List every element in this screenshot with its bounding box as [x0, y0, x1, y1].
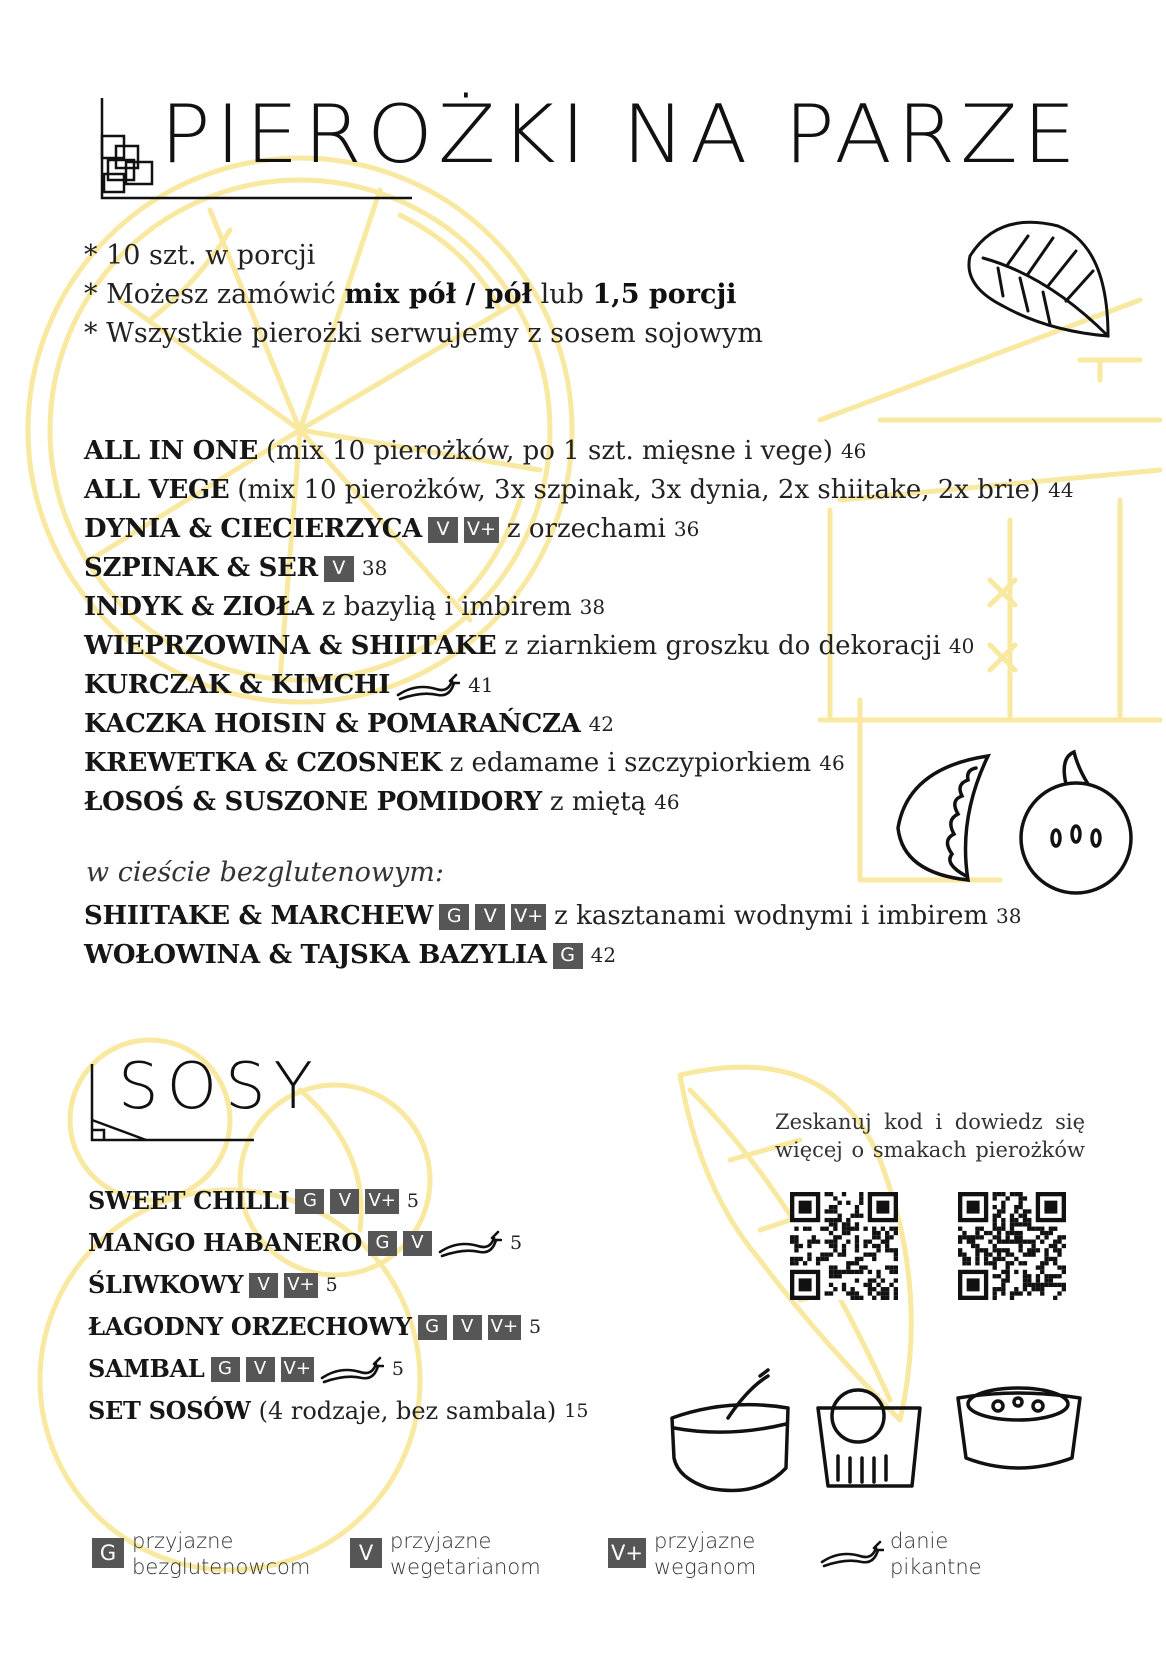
- vegetarian-badge: V: [475, 904, 505, 930]
- menu-item: [88, 1222, 588, 1264]
- qr-code-icon[interactable]: [790, 1192, 898, 1300]
- item-price: 38: [579, 595, 606, 619]
- sauces-title: SOSY: [118, 1050, 321, 1124]
- vegan-badge: V+: [511, 904, 546, 930]
- item-price: 38: [361, 556, 388, 580]
- page-title: PIEROŻKI NA PARZE: [160, 88, 1081, 182]
- legend-label: [390, 1528, 541, 1580]
- menu-item: [88, 1390, 588, 1432]
- item-price: 46: [840, 439, 867, 463]
- item-price: 5: [406, 1190, 419, 1212]
- vegan-badge: V+: [365, 1189, 398, 1214]
- item-name: INDYK & ZIOŁA: [84, 592, 314, 622]
- item-name: ŁAGODNY ORZECHOWY: [88, 1312, 412, 1341]
- menu-item: [88, 1306, 588, 1348]
- item-name: WOŁOWINA & TAJSKA BAZYLIA: [84, 940, 547, 970]
- menu-item: [84, 627, 1074, 666]
- legend-line: bezglutenowcom: [132, 1555, 311, 1579]
- legend-label: [890, 1528, 982, 1580]
- qr-caption: Zeskanuj kod i dowiedz się więcej o smakach pierożków: [775, 1110, 1085, 1162]
- item-name: SWEET CHILLI: [88, 1186, 290, 1215]
- vegetarian-badge: V: [330, 1189, 359, 1214]
- menu-item: [84, 432, 1074, 471]
- vegan-badge: V+: [284, 1273, 317, 1298]
- sauces-list: [88, 1180, 588, 1432]
- item-price: 40: [948, 634, 975, 658]
- legend-line: danie: [890, 1529, 949, 1553]
- item-description: z ziarnkiem groszku do dekoracji: [504, 631, 941, 661]
- menu-item: [84, 936, 1021, 975]
- menu-item: [88, 1264, 588, 1306]
- legend-line: weganom: [653, 1555, 757, 1579]
- gluten-free-badge: G: [211, 1357, 240, 1382]
- item-description: (mix 10 pierożków, po 1 szt. mięsne i vege): [266, 436, 833, 466]
- item-price: 46: [819, 751, 845, 775]
- chili-icon: [320, 1354, 384, 1384]
- item-description: z bazylią i imbirem: [321, 592, 572, 622]
- vegetarian-badge: V: [453, 1315, 482, 1340]
- item-price: 42: [590, 943, 617, 967]
- vegan-badge: V+: [608, 1538, 646, 1568]
- item-name: WIEPRZOWINA & SHIITAKE: [84, 631, 497, 661]
- item-price: 36: [673, 517, 700, 541]
- vegetarian-badge: V: [403, 1231, 432, 1256]
- leaf-icon: [958, 206, 1118, 346]
- chili-icon: [396, 671, 460, 701]
- legend-label: [654, 1528, 756, 1580]
- item-price: 38: [996, 904, 1022, 928]
- vegan-badge: V+: [488, 1315, 521, 1340]
- vegan-badge: V+: [464, 517, 499, 543]
- item-price: 5: [391, 1358, 405, 1380]
- item-name: SAMBAL: [88, 1354, 205, 1383]
- item-name: DYNIA & CIECIERZYCA: [84, 514, 422, 544]
- legend-line: przyjazne: [132, 1529, 234, 1553]
- item-description: (mix 10 pierożków, 3x szpinak, 3x dynia, 2x shiitake, 2x brie): [237, 475, 1041, 505]
- item-price: 5: [325, 1274, 338, 1296]
- gluten-free-label: w cieście bezglutenowym:: [86, 857, 444, 888]
- gluten-free-badge: G: [418, 1315, 447, 1340]
- legend-item: [350, 1528, 541, 1580]
- gluten-free-list: [84, 897, 1021, 975]
- vegetarian-badge: V: [249, 1273, 278, 1298]
- item-name: SHIITAKE & MARCHEW: [84, 901, 434, 931]
- legend-line: wegetarianom: [390, 1555, 541, 1579]
- info-notes: [84, 236, 763, 353]
- menu-item: [84, 549, 1074, 588]
- sauce-bowls-illustration: [668, 1368, 1088, 1508]
- item-description: z edamame i szczypiorkiem: [449, 748, 812, 778]
- vegetarian-badge: V: [428, 517, 458, 543]
- note-portion: * 10 szt. w porcji: [84, 240, 316, 271]
- vegetarian-badge: V: [324, 556, 354, 582]
- menu-item: [84, 510, 1074, 549]
- legend-label: [132, 1528, 310, 1580]
- item-name: ALL VEGE: [84, 475, 230, 505]
- gluten-free-badge: G: [439, 904, 469, 930]
- item-name: SET SOSÓW: [88, 1396, 251, 1425]
- vegetarian-badge: V: [350, 1538, 382, 1568]
- item-description: (4 rodzaje, bez sambala): [258, 1397, 557, 1425]
- item-price: 5: [529, 1316, 542, 1338]
- item-name: SZPINAK & SER: [84, 553, 318, 583]
- item-name: KREWETKA & CZOSNEK: [84, 748, 442, 778]
- dumplings-illustration: [888, 748, 1138, 898]
- vegetarian-badge: V: [246, 1357, 275, 1382]
- legend-item: [608, 1528, 756, 1580]
- note-mix: [84, 275, 763, 314]
- item-name: MANGO HABANERO: [88, 1228, 362, 1257]
- note-mix-bold-portion: 1,5 porcji: [592, 279, 737, 310]
- gluten-free-badge: G: [295, 1189, 324, 1214]
- item-name: KURCZAK & KIMCHI: [84, 670, 391, 700]
- legend-line: przyjazne: [653, 1529, 756, 1553]
- note-mix-mid: lub: [532, 279, 593, 310]
- legend-line: pikantne: [890, 1555, 982, 1579]
- chili-icon: [820, 1536, 884, 1570]
- menu-item: [84, 666, 1074, 705]
- item-description: z miętą: [549, 787, 647, 817]
- note-mix-text: * Możesz zamówić: [84, 279, 345, 310]
- item-price: 44: [1048, 478, 1074, 502]
- chili-icon: [438, 1228, 502, 1258]
- gluten-free-badge: G: [92, 1538, 124, 1568]
- item-name: ALL IN ONE: [84, 436, 258, 466]
- item-price: 15: [564, 1400, 589, 1422]
- item-name: ŁOSOŚ & SUSZONE POMIDORY: [84, 787, 542, 817]
- menu-item: [84, 588, 1074, 627]
- vegan-badge: V+: [281, 1357, 314, 1382]
- item-description: z kasztanami wodnymi i imbirem: [554, 901, 989, 931]
- menu-item: [84, 897, 1021, 936]
- item-price: 46: [654, 790, 680, 814]
- qr-code-icon[interactable]: [958, 1192, 1066, 1300]
- item-name: KACZKA HOISIN & POMARAŃCZA: [84, 709, 581, 739]
- item-description: z orzechami: [506, 514, 666, 544]
- menu-item: [84, 471, 1074, 510]
- note-mix-bold: mix pół / pół: [344, 279, 533, 310]
- menu-item: [84, 705, 1074, 744]
- menu-item: [88, 1348, 588, 1390]
- item-price: 42: [588, 712, 615, 736]
- legend-item: [92, 1528, 310, 1580]
- legend-item: [820, 1528, 982, 1580]
- legend-line: przyjazne: [390, 1529, 492, 1553]
- gluten-free-badge: G: [553, 943, 583, 969]
- gluten-free-badge: G: [368, 1231, 397, 1256]
- item-price: 5: [509, 1232, 523, 1254]
- item-price: 41: [468, 673, 494, 697]
- note-soy-sauce: * Wszystkie pierożki serwujemy z sosem sojowym: [84, 318, 763, 349]
- item-name: ŚLIWKOWY: [88, 1270, 244, 1299]
- menu-item: [88, 1180, 588, 1222]
